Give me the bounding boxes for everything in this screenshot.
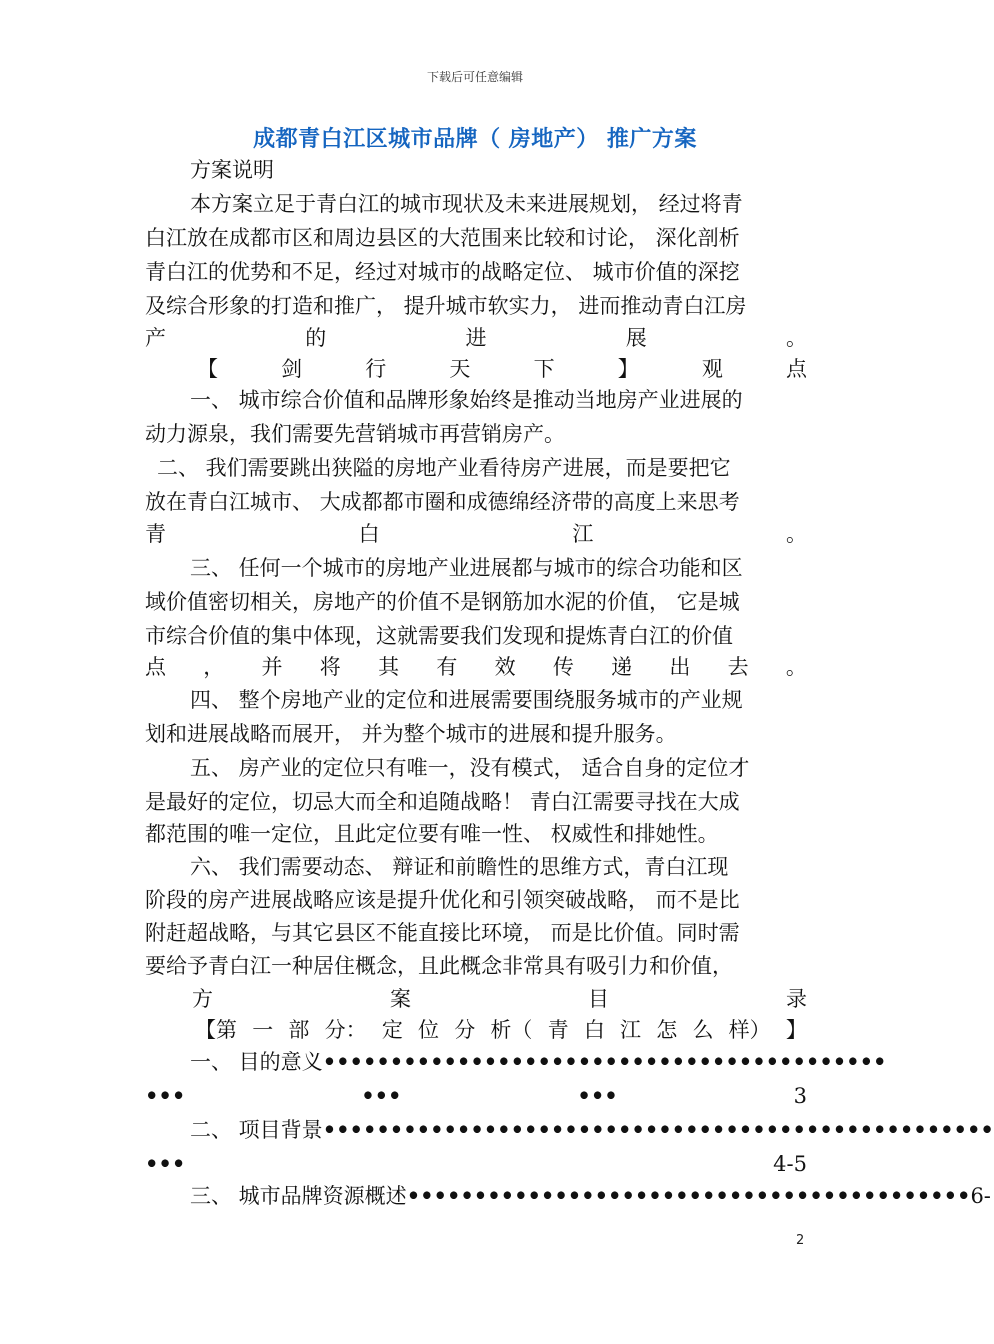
paragraph-line: 本方案立足于青白江的城市现状及未来进展规划， 经过将青	[190, 192, 743, 216]
paragraph-line: 四、 整个房地产业的定位和进展需要围绕服务城市的产业规	[190, 688, 743, 712]
char: 出	[669, 655, 691, 679]
char: 效	[494, 655, 516, 679]
char: 怎	[656, 1018, 678, 1042]
char: 产	[145, 326, 166, 350]
paragraph-line: 放在青白江城市、 大成都都市圈和成德绵经济带的高度上来思考	[145, 490, 740, 514]
toc-entry-continuation	[145, 1081, 807, 1111]
char: 分：	[324, 1018, 367, 1042]
char: 将	[319, 655, 341, 679]
paragraph-line: 附赶超战略，与其它县区不能直接比环境， 而是比价值。同时需	[145, 921, 740, 945]
toc-page-number: 4-5	[773, 1152, 807, 1176]
char: 】	[785, 1018, 807, 1042]
toc-entry-label: 二、 项目背景	[190, 1118, 323, 1142]
toc-entry-continuation	[145, 1149, 807, 1179]
char: 么	[692, 1018, 714, 1042]
paragraph-line: 都范围的唯一定位，且此定位要有唯一性、 权威性和排她性。	[145, 822, 719, 846]
char: 】	[617, 357, 639, 381]
justified-line	[145, 652, 807, 682]
toc-leader-dots: ••••••••••••••••••••••••••••••••••••••••••	[406, 1183, 971, 1208]
char: 青	[547, 1018, 569, 1042]
paragraph-line: 六、 我们需要动态、 辩证和前瞻性的思维方式，青白江现	[190, 855, 729, 879]
char: 天	[449, 357, 471, 381]
char: 案	[390, 987, 411, 1011]
char: 。	[785, 522, 807, 546]
char: 下	[533, 357, 555, 381]
toc-entry-label: 三、 城市品牌资源概述	[190, 1184, 407, 1208]
char: 观	[701, 357, 723, 381]
paragraph-line: 域价值密切相关，房地产的价值不是钢筋加水泥的价值， 它是城	[145, 590, 740, 614]
toc-leader-dots: •••	[145, 1151, 186, 1176]
justified-line	[145, 323, 807, 353]
char: 方	[192, 987, 213, 1011]
header-note: 下载后可任意编辑	[426, 70, 523, 84]
paragraph-line: 市综合价值的集中体现，这就需要我们发现和提炼青白江的价值	[145, 624, 733, 648]
toc-entry[interactable]	[145, 1181, 991, 1211]
char: 行	[365, 357, 387, 381]
toc-entry-label: 一、 目的意义	[190, 1050, 323, 1074]
char: 一	[252, 1018, 274, 1042]
toc-page-number: 6-	[970, 1184, 991, 1208]
section-heading: 方案说明	[190, 158, 274, 182]
paragraph-line: 及综合形象的打造和推广， 提升城市软实力， 进而推动青白江房	[145, 294, 747, 318]
char: 位	[418, 1018, 440, 1042]
toc-entry[interactable]	[145, 1047, 887, 1077]
char: 目	[588, 987, 609, 1011]
char: 展	[625, 326, 647, 350]
paragraph-line: 五、 房产业的定位只有唯一，没有模式， 适合自身的定位才	[190, 756, 750, 780]
char: 定	[381, 1018, 403, 1042]
paragraph-line: 要给予青白江一种居住概念，且此概念非常具有吸引力和价值，	[145, 954, 733, 978]
char: 进	[465, 326, 487, 350]
char: 。	[786, 326, 807, 350]
toc-leader-dots: •••	[361, 1083, 402, 1108]
char: 【	[197, 357, 218, 381]
paragraph-line: 划和进展战略而展开， 并为整个城市的进展和提升服务。	[145, 722, 677, 746]
char: 传	[552, 655, 574, 679]
toc-part-heading	[145, 1015, 807, 1045]
toc-leader-dots: ••••••••••••••••••••••••••••••••••••••••••	[322, 1049, 887, 1074]
toc-page-number: 3	[793, 1084, 807, 1108]
paragraph-line: 青白江的优势和不足，经过对城市的战略定位、 城市价值的深挖	[145, 260, 740, 284]
paragraph-line: 阶段的房产进展战略应该是提升优化和引领突破战略， 而不是比	[145, 888, 740, 912]
toc-entry[interactable]	[145, 1115, 994, 1145]
char: 。	[785, 655, 807, 679]
char: 录	[786, 987, 807, 1011]
char: 其	[378, 655, 400, 679]
char: 分	[454, 1018, 476, 1042]
char: 江	[620, 1018, 642, 1042]
viewpoint-heading	[145, 354, 807, 384]
justified-line	[145, 519, 807, 549]
document-title: 成都青白江区城市品牌（ 房地产） 推广方案	[253, 127, 697, 152]
char: 【第	[195, 1018, 237, 1042]
char: 青	[145, 522, 166, 546]
char: 江	[572, 522, 594, 546]
paragraph-line: 动力源泉，我们需要先营销城市再营销房产。	[145, 422, 565, 446]
toc-leader-dots: •••	[145, 1083, 186, 1108]
char: 去	[727, 655, 749, 679]
toc-leader-dots: ••••••••••••••••••••••••••••••••••••••••••••••••••	[322, 1117, 994, 1142]
paragraph-line: 白江放在成都市区和周边县区的大范围来比较和讨论， 深化剖析	[145, 226, 740, 250]
char: 有	[436, 655, 458, 679]
char: 析（	[490, 1018, 533, 1042]
paragraph-line: 二、 我们需要跳出狭隘的房地产业看待房产进展，而是要把它	[157, 456, 731, 480]
paragraph-line: 一、 城市综合价值和品牌形象始终是推动当地房产业进展的	[190, 388, 743, 412]
paragraph-line: 三、 任何一个城市的房地产业进展都与城市的综合功能和区	[190, 556, 743, 580]
toc-heading	[145, 984, 807, 1014]
char: 的	[305, 326, 327, 350]
page-number: 2	[796, 1233, 805, 1248]
char: 点	[145, 655, 166, 679]
char: 剑	[281, 357, 303, 381]
char: ，	[203, 655, 225, 679]
char: 样）	[728, 1018, 771, 1042]
char: 并	[261, 655, 283, 679]
char: 部	[288, 1018, 310, 1042]
char: 白	[583, 1018, 605, 1042]
char: 递	[611, 655, 633, 679]
char: 白	[358, 522, 380, 546]
paragraph-line: 是最好的定位，切忌大而全和追随战略！ 青白江需要寻找在大成	[145, 790, 740, 814]
char: 点	[785, 357, 807, 381]
toc-leader-dots: •••	[577, 1083, 618, 1108]
